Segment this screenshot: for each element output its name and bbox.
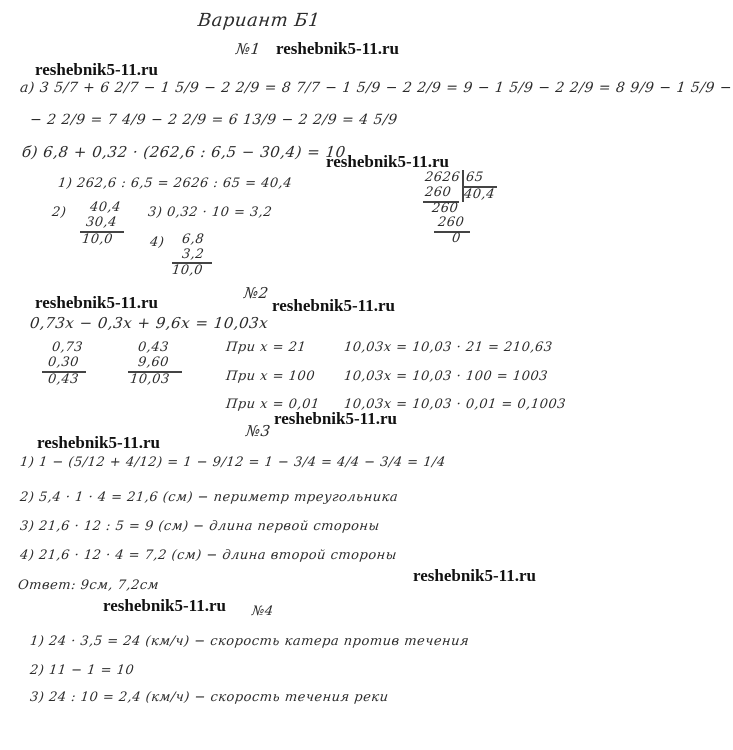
division-remainder1: 260 — [431, 201, 460, 216]
task1-b-step2-top: 40,4 — [89, 200, 122, 215]
task2-case3-label: При x = 0,01 — [225, 397, 321, 412]
task1-b-step4-top: 6,8 — [181, 232, 205, 247]
task1-b-line: б) 6,8 + 0,32 · (262,6 : 6,5 − 30,4) = 10 — [21, 143, 347, 161]
watermark: reshebnik5-11.ru — [413, 566, 536, 585]
task2-col1-top: 0,73 — [51, 340, 84, 355]
task1-a-line1: а) 3 5/7 + 6 2/7 − 1 5/9 − 2 2/9 = 8 7/7 − 1 5/9 − 2 2/9 = 9 − 1 5/9 − 2 2/9 = 8 9/9 − 1 5/9 − — [19, 80, 733, 96]
watermark: reshebnik5-11.ru — [276, 39, 399, 58]
task1-b-step2-label: 2) — [51, 205, 68, 220]
task1-b-step3: 3) 0,32 · 10 = 3,2 — [147, 205, 273, 220]
division-step2: 260 — [437, 215, 466, 230]
task1-b-step2-mid: 30,4 — [85, 215, 118, 230]
task4-line3: 3) 24 : 10 = 2,4 (км/ч) − скорость течения реки — [29, 690, 390, 705]
task3-number: №3 — [245, 422, 272, 440]
task1-b-step4-result: 10,0 — [171, 263, 204, 278]
task1-a-line2: − 2 2/9 = 7 4/9 − 2 2/9 = 6 13/9 − 2 2/9 = 4 5/9 — [29, 112, 399, 128]
watermark: reshebnik5-11.ru — [272, 296, 395, 315]
task4-line1: 1) 24 · 3,5 = 24 (км/ч) − скорость катера против течения — [29, 634, 470, 649]
task2-col2-result: 10,03 — [129, 372, 171, 387]
division-divisor: 65 — [465, 170, 485, 185]
task2-case1-label: При x = 21 — [225, 340, 307, 355]
division-dividend: 2626 — [424, 170, 461, 185]
watermark: reshebnik5-11.ru — [35, 60, 158, 79]
task3-line2: 2) 5,4 · 1 · 4 = 21,6 (см) − периметр треугольника — [19, 490, 399, 505]
task4-line2: 2) 11 − 1 = 10 — [29, 663, 135, 678]
division-quotient: 40,4 — [463, 187, 496, 202]
task2-col1-result: 0,43 — [47, 372, 80, 387]
task3-line4: 4) 21,6 · 12 · 4 = 7,2 (см) − длина второй стороны — [19, 548, 398, 563]
variant-header: Вариант Б1 — [196, 10, 322, 31]
task3-line1: 1) 1 − (5/12 + 4/12) = 1 − 9/12 = 1 − 3/4 = 4/4 − 3/4 = 1/4 — [19, 455, 447, 470]
watermark: reshebnik5-11.ru — [37, 433, 160, 452]
task2-expression: 0,73x − 0,3x + 9,6x = 10,03x — [29, 314, 270, 332]
task4-number: №4 — [251, 604, 275, 619]
watermark: reshebnik5-11.ru — [35, 293, 158, 312]
task2-col2-mid: 9,60 — [137, 355, 170, 370]
watermark: reshebnik5-11.ru — [103, 596, 226, 615]
division-step1: 260 — [424, 185, 453, 200]
task2-case1-value: 10,03x = 10,03 · 21 = 210,63 — [343, 340, 554, 355]
task1-b-step2-result: 10,0 — [81, 232, 114, 247]
task2-number: №2 — [243, 284, 270, 302]
watermark: reshebnik5-11.ru — [274, 409, 397, 428]
task3-line3: 3) 21,6 · 12 : 5 = 9 (см) − длина первой стороны — [19, 519, 381, 534]
task2-col1-mid: 0,30 — [47, 355, 80, 370]
task3-answer: Ответ: 9см, 7,2см — [17, 578, 160, 593]
task2-case3-value: 10,03x = 10,03 · 0,01 = 0,1003 — [343, 397, 567, 412]
task1-number: №1 — [235, 40, 262, 58]
task1-b-step4-mid: 3,2 — [181, 247, 205, 262]
task1-b-step1: 1) 262,6 : 6,5 = 2626 : 65 = 40,4 — [57, 176, 293, 191]
task2-case2-value: 10,03x = 10,03 · 100 = 1003 — [343, 369, 549, 384]
task1-b-step4-label: 4) — [149, 235, 166, 250]
task2-case2-label: При x = 100 — [225, 369, 316, 384]
watermark: reshebnik5-11.ru — [326, 152, 449, 171]
division-remainder2: 0 — [451, 231, 462, 246]
task2-col2-top: 0,43 — [137, 340, 170, 355]
